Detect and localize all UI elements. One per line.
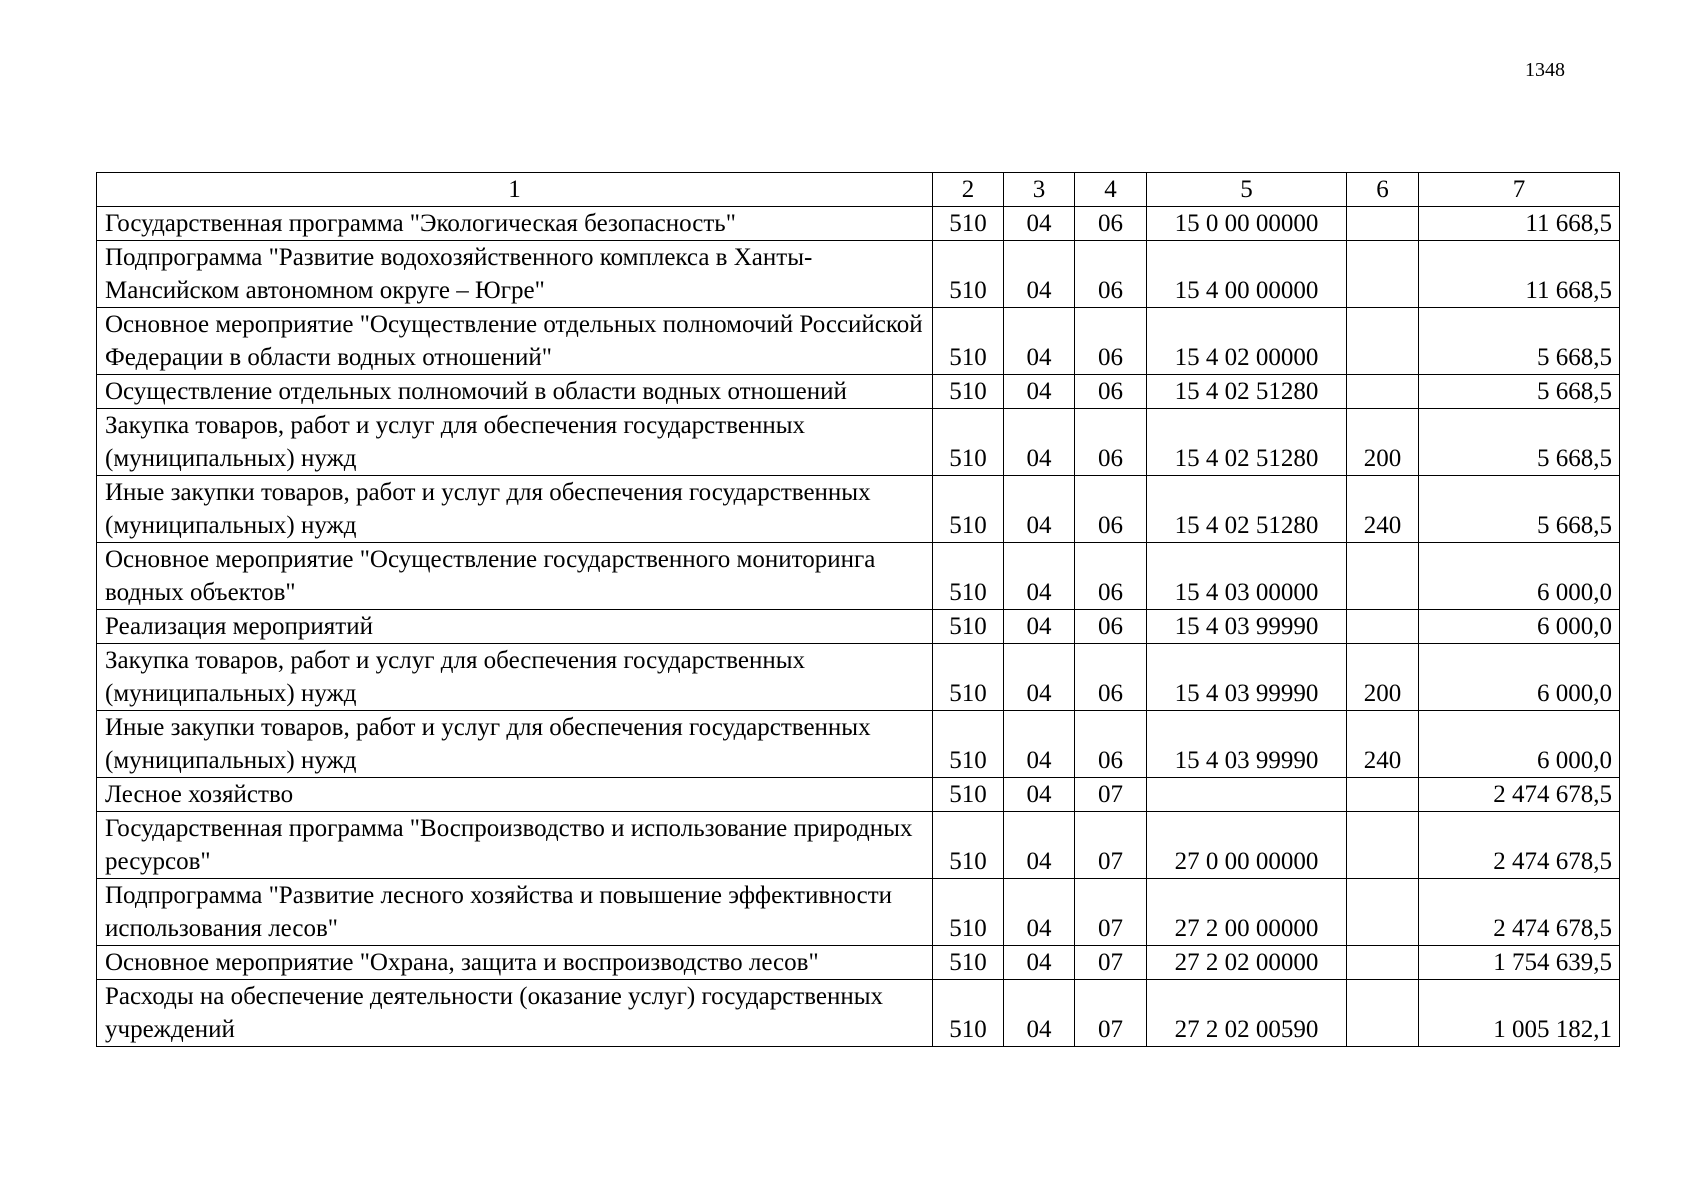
- col4-cell: 06: [1075, 207, 1147, 241]
- row-name-cell: Реализация мероприятий: [97, 610, 933, 644]
- table-row: [97, 409, 1620, 476]
- table-row: [97, 778, 1620, 812]
- col4-cell: 06: [1075, 711, 1147, 778]
- col5-cell: [1147, 778, 1347, 812]
- col2-cell: 510: [933, 644, 1004, 711]
- row-name-cell: Основное мероприятие "Осуществление государственного мониторинга водных объектов": [97, 543, 933, 610]
- row-name-cell: Основное мероприятие "Осуществление отдельных полномочий Российской Федерации в области водных отношений": [97, 308, 933, 375]
- col6-cell: 240: [1347, 476, 1419, 543]
- col2-cell: 510: [933, 409, 1004, 476]
- col6-cell: [1347, 946, 1419, 980]
- col3-cell: 04: [1004, 543, 1075, 610]
- col4-cell: 07: [1075, 946, 1147, 980]
- col3-cell: 04: [1004, 610, 1075, 644]
- amount-cell: 1 005 182,1: [1419, 980, 1620, 1047]
- col6-cell: 200: [1347, 409, 1419, 476]
- amount-cell: 11 668,5: [1419, 207, 1620, 241]
- col6-cell: [1347, 610, 1419, 644]
- amount-cell: 2 474 678,5: [1419, 879, 1620, 946]
- amount-cell: 11 668,5: [1419, 241, 1620, 308]
- col3-cell: 04: [1004, 375, 1075, 409]
- row-name-cell: Закупка товаров, работ и услуг для обеспечения государственных (муниципальных) нужд: [97, 409, 933, 476]
- table-row: [97, 879, 1620, 946]
- amount-cell: 6 000,0: [1419, 610, 1620, 644]
- col2-cell: 510: [933, 543, 1004, 610]
- col4-cell: 07: [1075, 879, 1147, 946]
- col5-cell: 15 4 03 00000: [1147, 543, 1347, 610]
- header-cell: 3: [1004, 173, 1075, 207]
- col5-cell: 15 4 02 51280: [1147, 409, 1347, 476]
- col2-cell: 510: [933, 610, 1004, 644]
- col6-cell: [1347, 308, 1419, 375]
- col5-cell: 15 4 00 00000: [1147, 241, 1347, 308]
- col5-cell: 15 4 02 00000: [1147, 308, 1347, 375]
- col3-cell: 04: [1004, 879, 1075, 946]
- row-name-cell: Расходы на обеспечение деятельности (оказание услуг) государственных учреждений: [97, 980, 933, 1047]
- col5-cell: 15 0 00 00000: [1147, 207, 1347, 241]
- col3-cell: 04: [1004, 207, 1075, 241]
- col5-cell: 27 2 02 00590: [1147, 980, 1347, 1047]
- table-body: [97, 173, 1620, 1047]
- col5-cell: 15 4 03 99990: [1147, 610, 1347, 644]
- amount-cell: 6 000,0: [1419, 644, 1620, 711]
- table-row: [97, 543, 1620, 610]
- col3-cell: 04: [1004, 812, 1075, 879]
- col4-cell: 06: [1075, 644, 1147, 711]
- col4-cell: 06: [1075, 543, 1147, 610]
- page-number: 1348: [1525, 59, 1565, 81]
- row-name-cell: Основное мероприятие "Охрана, защита и воспроизводство лесов": [97, 946, 933, 980]
- row-name-cell: Иные закупки товаров, работ и услуг для обеспечения государственных (муниципальных) нужд: [97, 711, 933, 778]
- col4-cell: 06: [1075, 476, 1147, 543]
- col2-cell: 510: [933, 946, 1004, 980]
- row-name-cell: Государственная программа "Экологическая безопасность": [97, 207, 933, 241]
- header-cell: 1: [97, 173, 933, 207]
- col5-cell: 27 2 02 00000: [1147, 946, 1347, 980]
- col5-cell: 15 4 02 51280: [1147, 375, 1347, 409]
- table-row: [97, 375, 1620, 409]
- col4-cell: 06: [1075, 610, 1147, 644]
- row-name-cell: Лесное хозяйство: [97, 778, 933, 812]
- table-row: [97, 476, 1620, 543]
- amount-cell: 6 000,0: [1419, 711, 1620, 778]
- table-row: [97, 241, 1620, 308]
- table-row: [97, 812, 1620, 879]
- table-row: [97, 308, 1620, 375]
- row-name-cell: Подпрограмма "Развитие водохозяйственного комплекса в Ханты-Мансийском автономном округе – Югре": [97, 241, 933, 308]
- col6-cell: [1347, 207, 1419, 241]
- col3-cell: 04: [1004, 644, 1075, 711]
- col2-cell: 510: [933, 207, 1004, 241]
- col6-cell: [1347, 879, 1419, 946]
- col4-cell: 06: [1075, 409, 1147, 476]
- budget-table: [96, 172, 1620, 1047]
- col6-cell: [1347, 812, 1419, 879]
- col2-cell: 510: [933, 812, 1004, 879]
- header-cell: 7: [1419, 173, 1620, 207]
- col3-cell: 04: [1004, 946, 1075, 980]
- col6-cell: [1347, 375, 1419, 409]
- col4-cell: 07: [1075, 980, 1147, 1047]
- col6-cell: [1347, 241, 1419, 308]
- table-row: [97, 711, 1620, 778]
- col5-cell: 27 2 00 00000: [1147, 879, 1347, 946]
- header-cell: 2: [933, 173, 1004, 207]
- col6-cell: [1347, 543, 1419, 610]
- col4-cell: 07: [1075, 812, 1147, 879]
- col5-cell: 15 4 02 51280: [1147, 476, 1347, 543]
- amount-cell: 5 668,5: [1419, 375, 1620, 409]
- col3-cell: 04: [1004, 409, 1075, 476]
- col2-cell: 510: [933, 778, 1004, 812]
- col3-cell: 04: [1004, 241, 1075, 308]
- table-row: [97, 980, 1620, 1047]
- table-row: [97, 207, 1620, 241]
- col4-cell: 06: [1075, 308, 1147, 375]
- col2-cell: 510: [933, 375, 1004, 409]
- amount-cell: 5 668,5: [1419, 409, 1620, 476]
- table-header-row: [97, 173, 1620, 207]
- amount-cell: 1 754 639,5: [1419, 946, 1620, 980]
- col2-cell: 510: [933, 241, 1004, 308]
- row-name-cell: Государственная программа "Воспроизводство и использование природных ресурсов": [97, 812, 933, 879]
- amount-cell: 2 474 678,5: [1419, 778, 1620, 812]
- col3-cell: 04: [1004, 308, 1075, 375]
- col5-cell: 15 4 03 99990: [1147, 711, 1347, 778]
- col2-cell: 510: [933, 711, 1004, 778]
- col3-cell: 04: [1004, 476, 1075, 543]
- row-name-cell: Осуществление отдельных полномочий в области водных отношений: [97, 375, 933, 409]
- header-cell: 4: [1075, 173, 1147, 207]
- col4-cell: 06: [1075, 241, 1147, 308]
- col4-cell: 07: [1075, 778, 1147, 812]
- col2-cell: 510: [933, 476, 1004, 543]
- header-cell: 6: [1347, 173, 1419, 207]
- col6-cell: [1347, 778, 1419, 812]
- table-row: [97, 946, 1620, 980]
- col5-cell: 15 4 03 99990: [1147, 644, 1347, 711]
- amount-cell: 5 668,5: [1419, 476, 1620, 543]
- col2-cell: 510: [933, 308, 1004, 375]
- amount-cell: 5 668,5: [1419, 308, 1620, 375]
- amount-cell: 2 474 678,5: [1419, 812, 1620, 879]
- table-row: [97, 644, 1620, 711]
- col6-cell: 240: [1347, 711, 1419, 778]
- col6-cell: [1347, 980, 1419, 1047]
- amount-cell: 6 000,0: [1419, 543, 1620, 610]
- col3-cell: 04: [1004, 711, 1075, 778]
- col3-cell: 04: [1004, 980, 1075, 1047]
- col2-cell: 510: [933, 879, 1004, 946]
- table-row: [97, 610, 1620, 644]
- row-name-cell: Иные закупки товаров, работ и услуг для обеспечения государственных (муниципальных) нужд: [97, 476, 933, 543]
- row-name-cell: Подпрограмма "Развитие лесного хозяйства и повышение эффективности использования лесов": [97, 879, 933, 946]
- col6-cell: 200: [1347, 644, 1419, 711]
- col4-cell: 06: [1075, 375, 1147, 409]
- col2-cell: 510: [933, 980, 1004, 1047]
- col3-cell: 04: [1004, 778, 1075, 812]
- col5-cell: 27 0 00 00000: [1147, 812, 1347, 879]
- header-cell: 5: [1147, 173, 1347, 207]
- row-name-cell: Закупка товаров, работ и услуг для обеспечения государственных (муниципальных) нужд: [97, 644, 933, 711]
